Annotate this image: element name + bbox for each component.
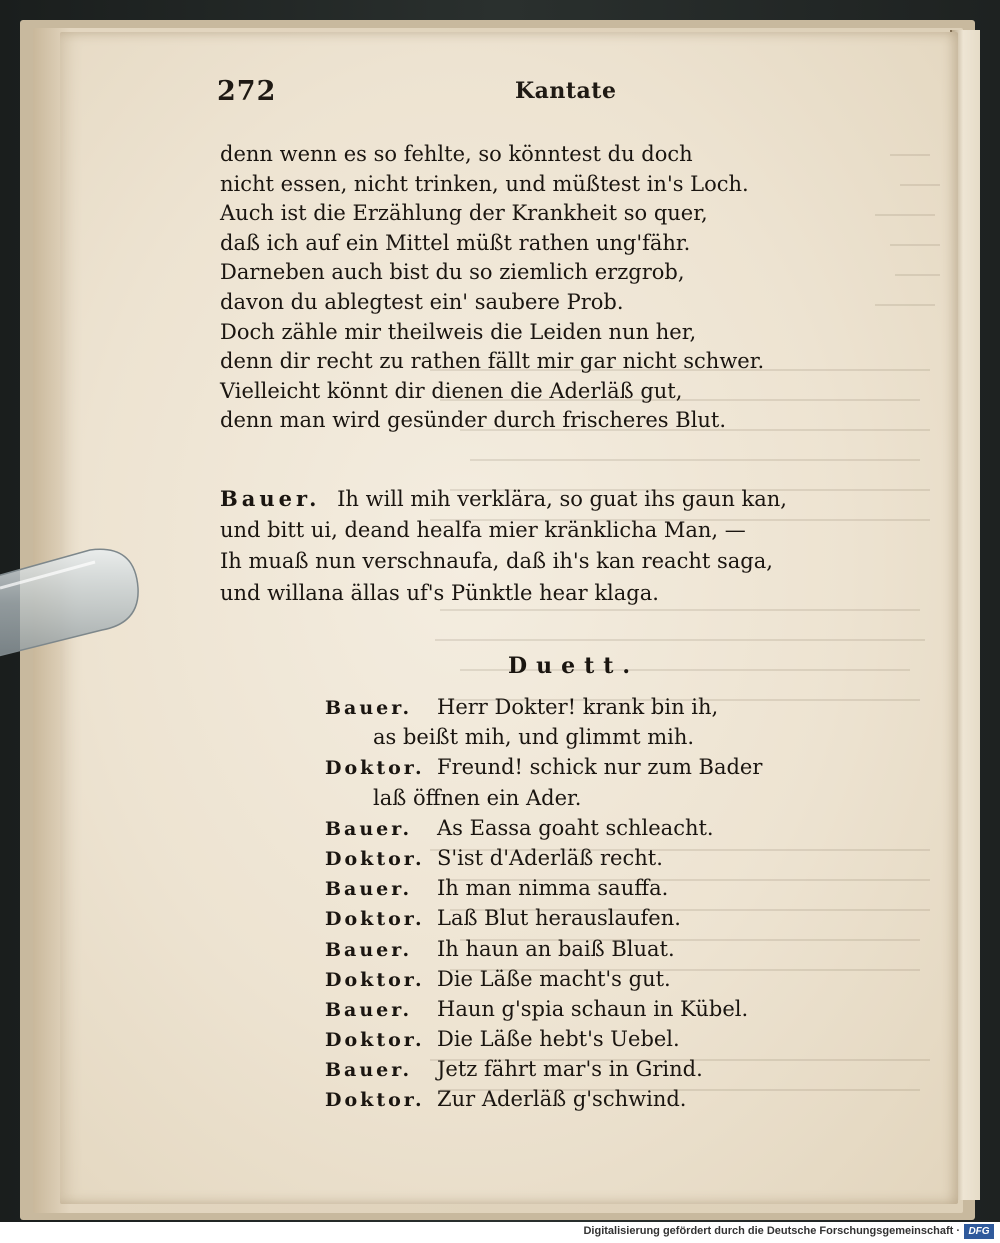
dialogue-row (325, 1054, 845, 1084)
dfg-logo: DFG (964, 1224, 994, 1239)
verse-line: nicht essen, nicht trinken, und müßtest in's Loch. (220, 171, 749, 196)
speaker-label: Bauer. (325, 938, 413, 961)
digitization-credit: Digitalisierung gefördert durch die Deutsche Forschungsgemeinschaft · (583, 1225, 960, 1237)
dialogue-text: Herr Dokter! krank bin ih, (437, 695, 719, 719)
speaker-label: Doktor. (325, 968, 425, 991)
verse-line: denn wenn es so fehlte, so könntest du doch (220, 142, 693, 166)
dialogue-row (325, 1084, 845, 1114)
dialogue-text: laß öffnen ein Ader. (373, 785, 582, 810)
doctor-verse (220, 140, 820, 436)
dialogue-row (325, 994, 845, 1024)
speaker-label: Doktor. (325, 1029, 425, 1052)
dialogue-text: Freund! schick nur zum Bader (437, 755, 763, 780)
dialogue-text: Ih man nimma sauffa. (437, 876, 669, 901)
speaker-label: Bauer. (325, 1059, 413, 1082)
speaker-label: Bauer. (220, 486, 321, 511)
dialogue-row (325, 783, 845, 813)
duett-dialogue (325, 692, 845, 1115)
dialogue-row (325, 813, 845, 843)
dialogue-row (325, 964, 845, 994)
dialogue-row (325, 873, 845, 903)
verse-line: denn dir recht zu rathen fällt mir gar nicht schwer. (220, 349, 765, 374)
speaker-label: Doktor. (325, 908, 425, 931)
dialogue-row (325, 722, 845, 752)
speaker-label: Doktor. (325, 1089, 425, 1112)
page-number: 272 (217, 76, 277, 107)
speaker-label: Doktor. (325, 847, 425, 870)
verse-line: Darneben auch bist du so ziemlich erzgrob, (220, 260, 685, 285)
speaker-label: Doktor. (325, 757, 425, 780)
dialogue-text: As Eassa goaht schleacht. (437, 815, 714, 840)
speaker-label: Bauer. (325, 998, 413, 1021)
dialogue-text: Zur Aderläß g'schwind. (437, 1087, 687, 1112)
dialogue-text: S'ist d'Aderläß recht. (437, 845, 663, 870)
dialogue-row (325, 692, 845, 722)
verse-line: Ih muaß nun verschnaufa, daß ih's kan reacht saga, (220, 549, 773, 573)
dialogue-text: Haun g'spia schaun in Kübel. (437, 996, 749, 1021)
dialogue-row (325, 1024, 845, 1054)
verse-line: und bitt ui, deand healfa mier kränklicha Man, — (220, 517, 746, 542)
verse-line: davon du ablegtest ein' saubere Prob. (220, 289, 624, 314)
dialogue-row (325, 903, 845, 933)
dialogue-text: Die Läße macht's gut. (437, 966, 671, 991)
dialogue-text: as beißt mih, und glimmt mih. (373, 725, 695, 750)
bauer-verse (220, 483, 860, 609)
verse-line: Auch ist die Erzählung der Krankheit so quer, (220, 201, 708, 226)
speaker-label: Bauer. (325, 817, 413, 840)
verse-line: Doch zähle mir theilweis die Leiden nun her, (220, 319, 697, 344)
dialogue-text: Ih haun an baiß Bluat. (437, 936, 675, 961)
verse-text: Ih will mih verklära, so guat ihs gaun kan, (337, 487, 787, 511)
verse-line: und willana ällas uf's Pünktle hear klaga. (220, 580, 659, 605)
dialogue-text: Laß Blut herauslaufen. (437, 906, 681, 931)
dialogue-row (325, 752, 845, 782)
dialogue-row (325, 843, 845, 873)
dialogue-row (325, 934, 845, 964)
dialogue-text: Die Läße hebt's Uebel. (437, 1027, 680, 1052)
section-heading: Duett. (508, 653, 640, 679)
verse-line: Vielleicht könnt dir dienen die Aderläß gut, (220, 378, 683, 403)
speaker-label: Bauer. (325, 697, 413, 719)
verse-line: denn man wird gesünder durch frischeres Blut. (220, 408, 727, 433)
speaker-label: Bauer. (325, 878, 413, 901)
dialogue-text: Jetz fährt mar's in Grind. (437, 1057, 703, 1082)
verse-line (220, 483, 860, 515)
verse-line: daß ich auf ein Mittel müßt rathen ung'fähr. (220, 230, 691, 255)
running-title: Kantate (515, 78, 617, 104)
